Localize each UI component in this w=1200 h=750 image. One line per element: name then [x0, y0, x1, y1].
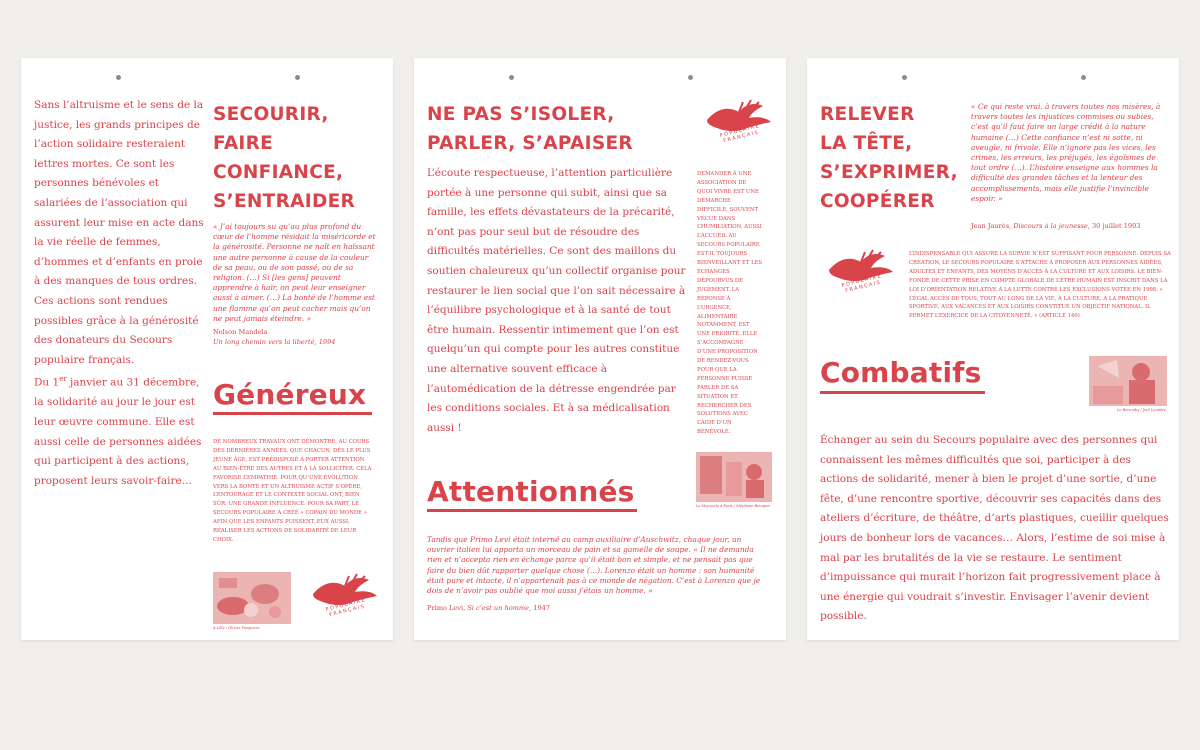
pin-left — [902, 75, 907, 80]
panel3-keyword-underline — [820, 391, 985, 394]
pin-right — [1081, 75, 1086, 80]
panel2-quote-attribution: Primo Levi, Si c’est un homme, 1947 — [427, 604, 551, 612]
panel1-photo — [213, 572, 291, 624]
panel1-quote: « J’ai toujours su qu’au plus profond du cœur de l’homme résidait la miséricorde et la générosité. Personne ne naît en haïssant une autre personne à cause de la couleur de sa peau, ou de son passé, ou de sa religion. (…) Si [les gens] peuvent apprendre à haïr, on peut leur enseigner aussi à aimer. (…) La bonté de l’homme est une flamme qu’on peut cacher mais qu’on ne peut jamais éteindre. » — [213, 222, 376, 323]
panel2-keyword-underline — [427, 509, 637, 512]
panel2-keyword: Attentionnés — [427, 475, 635, 508]
poster-panel-combatifs — [807, 58, 1179, 640]
panel3-logo — [821, 248, 897, 304]
panel1-quote-source: Un long chemin vers la liberté, 1994 — [213, 338, 336, 346]
panel2-caps-text: DEMANDER À UNE ASSOCIATION DE QUOI VIVRE EST UNE DÉMARCHE DIFFICILE, SOUVENT VÉCUE DANS L’HUMILIATION. AUSSI L’ACCUEIL AU SECOURS POPULAIRE EST-IL TOUJOURS BIENVEILLANT ET LES ÉCHANGES DÉPOURVUS DE JUGEMENT. LA RÉPONSE À L’URGENCE, ALIMENTAIRE NOTAMMENT, EST UNE PRIORITÉ. ELLE S’ACCOMPAGNE D’UNE PROPOSITION DE RENDEZ-VOUS POUR QUE LA PERSONNE PUISSE PARLER DE SA SITUATION ET RECHERCHER DES SOLUTIONS AVEC L’AIDE D’UN BÉNÉVOLE. — [697, 171, 763, 436]
panel1-quote-author: Nelson Mandela — [213, 328, 268, 336]
panel1-body-text: Sans l’altruisme et le sens de la justice, les grands principes de l’action solidaire resteraient lettres mortes. Ce sont les personnes bénévoles et salariées de l’association qui assurent leur mise en acte dans la vie réelle de femmes, d’hommes et d’enfants en proie à des manques de tous ordres. Ces actions sont rendues possibles grâce à la générosité des donateurs du Secours populaire français. Du 1er janvier au 31 décembre, la solidarité au jour le jour est leur œuvre commune. Elle est aussi celle de personnes aidées qui participent à des actions, proposent leurs savoir-faire… — [34, 99, 204, 487]
poster-panel-attentionnes — [414, 58, 786, 640]
panel1-keyword-underline — [213, 412, 372, 415]
panel1-logo-text: SECOURS POPULAIRE FRANÇAIS — [325, 592, 367, 619]
panel1-title: SECOURIR, FAIRE CONFIANCE, S’ENTRAIDER — [213, 104, 356, 212]
pin-left — [116, 75, 121, 80]
panel2-quote: Tandis que Primo Levi était interné au camp auxiliaire d’Auschwitz, chaque jour, un ouvrier italien lui apporta un morceau de pain et sa gamelle de soupe. « Il ne demanda rien et n’accepta rien en échange parce qu’il était bon et simple, et ne pensait pas que faire du bien dût rapporter quelque chose (…). Lorenzo était un homme : son humanité était pure et intacte, il n’appartenait pas à ce monde de négation. C’est à Lorenzo que je dois de n’avoir pas oublié que moi aussi j’étais un homme. » — [427, 535, 761, 596]
panel3-quote: « Ce qui reste vrai, à travers toutes nos misères, à travers toutes les injustices commises ou subies, c’est qu’il faut faire un large crédit à la nature humaine (…) Cette confiance n’est ni sotte, ni aveugle, ni frivole. Elle n’ignore pas les vices, les crimes, les erreurs, les préjugés, les égoïsmes de tout ordre (…). L’histoire enseigne aux hommes la difficulté des grandes tâches et la lenteur des accomplissements, mais elle justifie l’invincible espoir. » — [971, 102, 1161, 203]
panel1-logo — [305, 572, 381, 628]
poster-panel-genereux — [21, 58, 393, 640]
panel3-caps-text: L’INDISPENSABLE QUI ASSURE LA SURVIE N’EST SUFFISANT POUR PERSONNE. DEPUIS SA CRÉATION, LE SECOURS POPULAIRE S’ATTACHE À PROPOSER AUX PERSONNES AIDÉES, ADULTES ET ENFANTS, DES MOYENS D’ACCÈS À LA CULTURE ET AUX LOISIRS. LE BIEN-FONDÉ DE CETTE PRISE EN COMPTE GLOBALE DE L’ÊTRE HUMAIN EST INSCRIT DANS LA LOI D’ORIENTATION RELATIVE À LA LUTTE CONTRE LES EXCLUSIONS VOTÉE EN 1998. « L’ÉGAL ACCÈS DE TOUS, TOUT AU LONG DE LA VIE, À LA CULTURE, À LA PRATIQUE SPORTIVE, AUX VACANCES ET AUX LOISIRS CONSTITUE UN OBJECTIF NATIONAL. IL PERMET L’EXERCICE DE LA CITOYENNETÉ. » (ARTICLE 140) — [909, 251, 1171, 320]
panel2-photo — [696, 452, 772, 502]
panel2-logo-text: SECOURS POPULAIRE FRANÇAIS — [719, 118, 761, 145]
panel3-photo-caption: Le Béruniby / Joel Lumière — [1117, 408, 1166, 412]
panel2-body-text: L’écoute respectueuse, l’attention particulière portée à une personne qui subit, ainsi que sa famille, les effets dévastateurs de la précarité, n’ont pas pour seul but de résoudre des difficultés matérielles. Ce sont des maillons du soutien chaleureux qu’un collectif organise pour restaurer le lien social que l’on sait nécessaire à l’équilibre psychologique et à la santé de tout être humain. Ressentir intimement que l’on est quelqu’un qui compte pour les autres constitue une alternative souvent efficace à l’automédication de la détresse engendrée par les conditions sociales. Et à sa médicalisation aussi ! — [427, 167, 686, 434]
pin-right — [295, 75, 300, 80]
pin-right — [688, 75, 693, 80]
panel3-title: RELEVER LA TÊTE, S’EXPRIMER, COOPÉRER — [820, 104, 958, 212]
panel2-title: NE PAS S’ISOLER, PARLER, S’APAISER — [427, 104, 633, 154]
pin-left — [509, 75, 514, 80]
panel2-logo — [699, 98, 775, 154]
panel1-photo-caption: À Lille / Olivier Pasquiers — [213, 626, 260, 630]
panel3-logo-text: SECOURS POPULAIRE FRANÇAIS — [841, 268, 883, 295]
panel3-photo — [1089, 356, 1167, 406]
panel3-quote-attribution: Jean Jaurès, Discours à la jeunesse, 30 juillet 1903 — [971, 222, 1141, 230]
panel3-keyword: Combatifs — [820, 356, 982, 389]
panel1-keyword: Généreux — [213, 378, 367, 411]
panel1-caps-text: DE NOMBREUX TRAVAUX ONT DÉMONTRÉ, AU COURS DES DERNIÈRES ANNÉES, QUE CHACUN, DÈS LE PLUS JEUNE ÂGE, EST PRÉDISPOSÉ À PORTER ATTENTION AU BIEN-ÊTRE DES AUTRES ET À LA SOLLICITER. CELA FAVORISE L’EMPATHIE. POUR QU’UNE ÉVOLUTION VERS LA BONTÉ ET UN ALTRUISME ACTIF S’OPÈRE, L’ENTOURAGE ET LE CONTEXTE SOCIAL ONT, BIEN SÛR, UNE GRANDE INFLUENCE. POUR SA PART, LE SECOURS POPULAIRE A CRÉÉ « COPAIN DU MONDE » AFIN QUE LES ENFANTS PUISSENT, EUX AUSSI, RÉALISER LES ACTIONS DE SOLIDARITÉ DE LEUR CHOIX. — [213, 439, 372, 543]
panel2-photo-caption: Le Mucuscle à Paris / Stéphane Beuquet — [696, 504, 770, 508]
panel3-body-text: Échanger au sein du Secours populaire avec des personnes qui connaissent les mêmes difficultés que soi, participer à des actions de solidarité, mener à bien le projet d’une sortie, d’une fête, d’une rencontre sportive, découvrir ses capacités dans des ateliers d’écriture, de théâtre, d’arts plastiques, cueillir quelques jours de bonheur lors de vacances… Alors, l’estime de soi mise à mal par les brutalités de la vie se restaure. Le sentiment d’impuissance qui murait l’horizon fait progressivement place à une énergie qui voudrait s’investir. Envisager l’avenir devient possible. — [820, 434, 1169, 623]
